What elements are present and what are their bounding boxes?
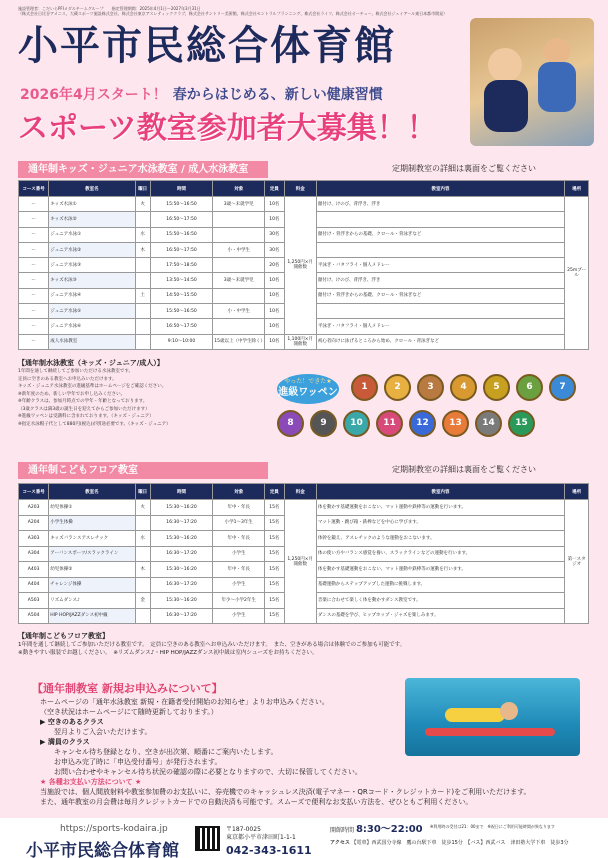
- table-cell: 15:50～16:50: [150, 197, 213, 212]
- swim-info-line: ※進級ワッペンは受講料に含まれております。（キッズ・ジュニア）: [18, 414, 154, 419]
- table-cell: 15名: [265, 608, 284, 624]
- access-text: 【電車】西武国分寺線 鷹の台駅下車 徒歩15分 【バス】西武バス 津田塾大学下車 徒歩3分: [351, 840, 569, 846]
- table-cell: [135, 577, 150, 593]
- table-cell: ジュニア水泳③: [49, 258, 135, 273]
- table-cell: 3歳～未就学児: [213, 273, 265, 288]
- apply-title: 【通年制教室 新規お申込みについて】: [32, 682, 223, 695]
- fee-cell: 1,100円×月開催数: [284, 334, 316, 349]
- table-cell: 10名: [265, 273, 284, 288]
- table-cell: [213, 288, 265, 303]
- table-cell: 10名: [265, 212, 284, 227]
- table-cell: 10名: [265, 197, 284, 212]
- table-cell: 10名: [265, 288, 284, 303]
- floor-detail-note: 定期制教室の詳細は裏面をご覧ください: [392, 465, 536, 474]
- table-cell: 17:50～18:50: [150, 258, 213, 273]
- table-cell: ー: [19, 319, 49, 334]
- apply-line: お申込み完了時に「申込受付番号」が発行されます。: [54, 758, 222, 766]
- table-row: [19, 197, 589, 212]
- zip: 〒187-0025: [226, 826, 261, 833]
- content-cell: 顔付け・背浮きからの基礎、クロール・背泳ぎなど: [316, 288, 564, 303]
- content-cell: 体を動かす基礎運動をおこない、マット運動や鉄棒等の運動を行います。: [316, 562, 564, 578]
- swim-info-line: ※年齢クラスは、参加月時点での学年・年齢となっております。: [18, 399, 148, 404]
- start-date: 2026年4月スタート！: [20, 87, 167, 103]
- content-cell: 基礎運動からステップアップした運動に挑戦します。: [316, 577, 564, 593]
- access: [330, 840, 600, 847]
- table-cell: A203: [19, 500, 49, 516]
- column-header: 時間: [150, 484, 213, 500]
- badge-icon: 1: [351, 374, 378, 401]
- swim-info-line: ※新年度のため、新しい学年でお申し込みください。: [18, 391, 126, 397]
- table-cell: 火: [135, 197, 150, 212]
- table-cell: 15:50～16:50: [150, 304, 213, 319]
- table-cell: [135, 515, 150, 531]
- table-cell: 年少～小学2年生: [213, 593, 265, 609]
- address-line: 東京都小平市津田町1-1-1: [226, 834, 296, 841]
- badge-icon: 3: [417, 374, 444, 401]
- badge-icon: 6: [516, 374, 543, 401]
- swim-table: [18, 180, 589, 350]
- column-header: 場所: [565, 181, 589, 197]
- apply-line: 翌月よりご入会いただけます。: [54, 728, 152, 736]
- column-header: 料金: [284, 484, 316, 500]
- table-cell: 小・中学生: [213, 242, 265, 257]
- content-cell: 体の使い方やバランス感覚を養い、スラックラインなどの運動を行います。: [316, 546, 564, 562]
- table-cell: A303: [19, 531, 49, 547]
- floor-info-line: ※動きやすい服装でお越しください。 ※リズムダンス♪・HIP HOP/JAZZダンス初中級は室内シューズをお持ちください。: [18, 650, 318, 656]
- column-header: 曜日: [135, 181, 150, 197]
- table-cell: [213, 319, 265, 334]
- table-cell: 火: [135, 500, 150, 516]
- table-cell: 16:30～17:20: [150, 546, 213, 562]
- table-cell: [135, 319, 150, 334]
- content-cell: 体幹を鍛え、アスレチックのような運動をおこないます。: [316, 531, 564, 547]
- apply-line: ▶ 空きのあるクラス: [40, 718, 104, 726]
- table-cell: A503: [19, 593, 49, 609]
- table-row: [19, 500, 589, 516]
- table-cell: キッズ水泳③: [49, 273, 135, 288]
- subtitle: [20, 86, 383, 104]
- swim-info: [18, 358, 270, 428]
- badge-title: [277, 374, 339, 404]
- table-cell: 16:50～17:50: [150, 319, 213, 334]
- table-cell: [135, 212, 150, 227]
- table-cell: 10名: [265, 334, 284, 349]
- table-cell: ジュニア水泳⑤: [49, 304, 135, 319]
- swim-info-line: 1年間を通して継続してご参加いただける水泳教室です。: [18, 369, 134, 374]
- table-cell: 16:30～17:20: [150, 515, 213, 531]
- table-cell: 15:30～16:20: [150, 500, 213, 516]
- table-cell: 年中・年長: [213, 531, 265, 547]
- table-cell: アーバンスポーツ/スラックライン: [49, 546, 135, 562]
- table-cell: [135, 334, 150, 349]
- swim-detail-note: 定期制教室の詳細は裏面をご覧ください: [392, 164, 536, 173]
- table-cell: A204: [19, 515, 49, 531]
- badge-area: [275, 372, 595, 450]
- table-cell: [135, 304, 150, 319]
- table-cell: [135, 273, 150, 288]
- swim-info-line: キッズ・ジュニア水泳教室の進級基準はホームページをご確認ください。: [18, 384, 167, 389]
- table-cell: 15:30～16:20: [150, 531, 213, 547]
- table-cell: ー: [19, 288, 49, 303]
- table-cell: 土: [135, 288, 150, 303]
- table-row: [19, 334, 589, 349]
- table-cell: 13:50～14:50: [150, 273, 213, 288]
- apply-line: また、通年教室の月会費は毎月クレジットカードでの自動決済も可能です。スムーズで便利なお支払い方法を、ぜひともご利用ください。: [40, 798, 473, 806]
- floor-table: [18, 483, 589, 624]
- column-header: コース番号: [19, 181, 49, 197]
- operator-note: [18, 6, 458, 18]
- content-cell: [316, 304, 564, 319]
- content-cell: 平泳ぎ・バタフライ・個人メドレー: [316, 258, 564, 273]
- floor-section-bar: 通年制こどもフロア教室: [18, 462, 268, 479]
- table-cell: A304: [19, 546, 49, 562]
- page-title: 小平市民総合体育館: [18, 23, 396, 69]
- column-header: 場所: [565, 484, 589, 500]
- table-cell: 30名: [265, 227, 284, 242]
- table-cell: 15名: [265, 593, 284, 609]
- swim-section-bar: 通年制キッズ・ジュニア水泳教室 / 成人水泳教室: [18, 161, 268, 178]
- table-cell: 15名: [265, 531, 284, 547]
- facility-name: 小平市民総合体育館: [26, 841, 179, 858]
- footer: [0, 818, 608, 858]
- table-cell: A404: [19, 577, 49, 593]
- column-header: 定員: [265, 181, 284, 197]
- column-header: 時間: [150, 181, 213, 197]
- apply-body: [40, 697, 588, 807]
- table-cell: ー: [19, 212, 49, 227]
- operator-line: 施設管理者：こだいらPFIメダルチームグループ 指定管理期間：2025年4月1日～2027年3月31日: [18, 6, 201, 11]
- badge-icon: 13: [442, 410, 469, 437]
- table-cell: ー: [19, 197, 49, 212]
- apply-line: ▶ 満員のクラス: [40, 738, 90, 746]
- content-cell: 平泳ぎ・バタフライ・個人メドレー: [316, 319, 564, 334]
- child-body: [484, 80, 528, 132]
- content-cell: 体を動かす基礎運動をおこない、マット運動や鉄棒等の運動を行います。: [316, 500, 564, 516]
- content-cell: 初心者向けに泳げるところから始め、クロール・背泳ぎなど: [316, 334, 564, 349]
- website-link[interactable]: https://sports-kodaira.jp: [60, 824, 168, 834]
- table-cell: 年中・年長: [213, 500, 265, 516]
- apply-line: 当施設では、個人間放射料や教室参加費のお支払いに、券売機でのキャッシュレス決済(電子マネー・QRコード・クレジットカード)をご利用いただけます。: [40, 788, 531, 796]
- table-cell: 20名: [265, 258, 284, 273]
- headline: スポーツ教室参加者大募集！！: [18, 111, 437, 146]
- table-cell: 小学生: [213, 608, 265, 624]
- apply-line: キャンセル待ち登録となり、空きが出次第、順番にご案内いたします。: [54, 748, 278, 756]
- table-cell: [135, 258, 150, 273]
- table-cell: 30名: [265, 242, 284, 257]
- column-header: 曜日: [135, 484, 150, 500]
- content-cell: [316, 242, 564, 257]
- table-cell: 小学生: [213, 546, 265, 562]
- badge-main-text: 進級ワッペン: [278, 387, 338, 398]
- swim-info-line: （3歳クラスは満3歳の誕生日を迎えてからご参加いただけます）: [18, 406, 150, 412]
- badge-icon: 8: [277, 410, 304, 437]
- hours: [330, 826, 423, 835]
- place-cell: 25mプール: [565, 197, 589, 350]
- place-cell: 第一スタジオ: [565, 500, 589, 624]
- column-header: 料金: [284, 181, 316, 197]
- column-header: 対象: [213, 484, 265, 500]
- fee-cell: 1,250円×月開催数: [284, 197, 316, 335]
- content-cell: 顔付け、けのび、背浮き、浮き: [316, 197, 564, 212]
- table-cell: キッズ水泳①: [49, 197, 135, 212]
- table-cell: ー: [19, 242, 49, 257]
- table-cell: 15名: [265, 546, 284, 562]
- table-cell: 9:10～10:00: [150, 334, 213, 349]
- apply-line: ホームページの「通年水泳教室 新規・在籍者受付開始のお知らせ」よりお申込みください。: [40, 698, 329, 706]
- badge-icon: 14: [475, 410, 502, 437]
- table-cell: [213, 258, 265, 273]
- qr-code-icon: [195, 826, 220, 851]
- table-cell: チャレンジ体操: [49, 577, 135, 593]
- table-cell: 金: [135, 593, 150, 609]
- column-header: 対象: [213, 181, 265, 197]
- badge-icon: 7: [549, 374, 576, 401]
- table-cell: [213, 212, 265, 227]
- floor-info: [18, 631, 458, 657]
- swim-info-line: 定員に空きのある教室へお申込みいただけます。: [18, 376, 117, 382]
- table-cell: 成人水泳教室: [49, 334, 135, 349]
- apply-line: お問い合わせやキャンセル待ち状況の確認の際に必要となりますので、大切に保管してください。: [54, 768, 362, 776]
- content-cell: マット運動・跳び箱・鉄棒などを中心に学びます。: [316, 515, 564, 531]
- table-cell: 10名: [265, 319, 284, 334]
- table-cell: 15名: [265, 515, 284, 531]
- table-cell: 小・中学生: [213, 304, 265, 319]
- table-cell: [213, 227, 265, 242]
- hours-label: 開館時間: [330, 827, 355, 834]
- floor-info-title: 【通年制こどもフロア教室】: [18, 632, 109, 640]
- table-cell: 小学生: [213, 577, 265, 593]
- table-cell: ー: [19, 227, 49, 242]
- operator-companies: （株式会社日比谷アメニス、大蔵スポーツ施設株式会社、株式会社東京アスレティッククラブ、株式会社サントリー美術館、株式会社セントラルプランニング、株式会社ライフ、株式会社オーチュー、株式会社ジェイアール東日本都市開発）: [18, 11, 448, 16]
- table-cell: 14:50～15:50: [150, 288, 213, 303]
- badge-icon: 15: [508, 410, 535, 437]
- content-cell: 顔付け・背浮きからの基礎、クロール・背泳ぎなど: [316, 227, 564, 242]
- content-cell: 音楽に合わせて楽しく体を動かすダンス教室です。: [316, 593, 564, 609]
- table-cell: 3歳～未就学児: [213, 197, 265, 212]
- table-cell: 幼児体操②: [49, 562, 135, 578]
- table-cell: HIP HOP/JAZZダンス初中級: [49, 608, 135, 624]
- column-header: 教室名: [49, 181, 135, 197]
- content-cell: 顔付け、けのび、背浮き、浮き: [316, 273, 564, 288]
- badge-icon: 4: [450, 374, 477, 401]
- table-cell: [135, 608, 150, 624]
- table-cell: リズムダンス♪: [49, 593, 135, 609]
- table-cell: A504: [19, 608, 49, 624]
- address: [226, 826, 296, 842]
- badge-icon: 10: [343, 410, 370, 437]
- table-cell: ジュニア水泳⑥: [49, 319, 135, 334]
- column-header: 定員: [265, 484, 284, 500]
- table-cell: 16:50～17:50: [150, 242, 213, 257]
- table-cell: 15歳以上（中学生除く）: [213, 334, 265, 349]
- table-cell: 16:50～17:50: [150, 212, 213, 227]
- content-cell: [316, 212, 564, 227]
- kids-photo: [470, 18, 594, 146]
- table-cell: 水: [135, 531, 150, 547]
- table-cell: ー: [19, 304, 49, 319]
- table-cell: 幼児体操①: [49, 500, 135, 516]
- table-cell: 15名: [265, 562, 284, 578]
- badge-small-text: やった！できた★: [284, 378, 332, 385]
- table-cell: [135, 546, 150, 562]
- badge-icon: 5: [483, 374, 510, 401]
- table-cell: キッズバランスアスレチック: [49, 531, 135, 547]
- child-figure: [544, 38, 570, 64]
- table-cell: 15名: [265, 577, 284, 593]
- phone[interactable]: 042-343-1611: [226, 844, 312, 857]
- table-cell: 木: [135, 242, 150, 257]
- access-label: アクセス: [330, 840, 350, 846]
- content-cell: ダンスの基礎を学び、ヒップホップ・ジャズを楽しみます。: [316, 608, 564, 624]
- table-cell: 年中・年長: [213, 562, 265, 578]
- table-cell: 16:30～17:20: [150, 608, 213, 624]
- table-cell: ジュニア水泳④: [49, 288, 135, 303]
- table-cell: 16:30～17:20: [150, 577, 213, 593]
- table-cell: 小学生体操: [49, 515, 135, 531]
- hours-note: ※利用時の受付は21：00まで ※祝日にご利用可能時間が異なります: [430, 824, 555, 829]
- badge-icon: 11: [376, 410, 403, 437]
- column-header: 教室内容: [316, 181, 564, 197]
- table-cell: A403: [19, 562, 49, 578]
- fee-cell: 1,250円×月開催数: [284, 500, 316, 624]
- child-body: [538, 62, 576, 112]
- table-cell: ジュニア水泳②: [49, 242, 135, 257]
- badge-icon: 9: [310, 410, 337, 437]
- floor-info-line: 1年間を通して継続してご参加いただける教室です。 定員に空きのある教室へお申込みいただけます。 また、空きがある場合は体験でのご参加も可能です。: [18, 642, 406, 648]
- table-cell: 15:50～16:50: [150, 227, 213, 242]
- table-cell: 10名: [265, 304, 284, 319]
- table-cell: 小学1～3年生: [213, 515, 265, 531]
- tagline: 春からはじめる、新しい健康習慣: [172, 87, 383, 103]
- apply-line: ★ 各種お支払い方法について ★: [40, 778, 142, 786]
- table-cell: 15名: [265, 500, 284, 516]
- table-cell: ー: [19, 334, 49, 349]
- table-cell: 水: [135, 227, 150, 242]
- swim-info-line: ※指定水泳帽子代として880円(税込)が別途必要です。（キッズ・ジュニア）: [18, 421, 171, 427]
- column-header: 教室内容: [316, 484, 564, 500]
- column-header: コース番号: [19, 484, 49, 500]
- table-cell: キッズ水泳②: [49, 212, 135, 227]
- table-cell: 15:30～16:20: [150, 593, 213, 609]
- table-cell: ー: [19, 258, 49, 273]
- table-cell: ジュニア水泳①: [49, 227, 135, 242]
- table-cell: ー: [19, 273, 49, 288]
- apply-line: （空き状況はホームページにて随時更新しております。）: [40, 708, 218, 716]
- table-cell: 木: [135, 562, 150, 578]
- table-cell: 15:30～16:20: [150, 562, 213, 578]
- badge-icon: 12: [409, 410, 436, 437]
- swim-info-title: 【通年制水泳教室（キッズ・ジュニア/成人）】: [18, 359, 164, 367]
- column-header: 教室名: [49, 484, 135, 500]
- hours-value: 8:30～22:00: [355, 824, 423, 835]
- child-figure: [488, 48, 522, 82]
- badge-icon: 2: [384, 374, 411, 401]
